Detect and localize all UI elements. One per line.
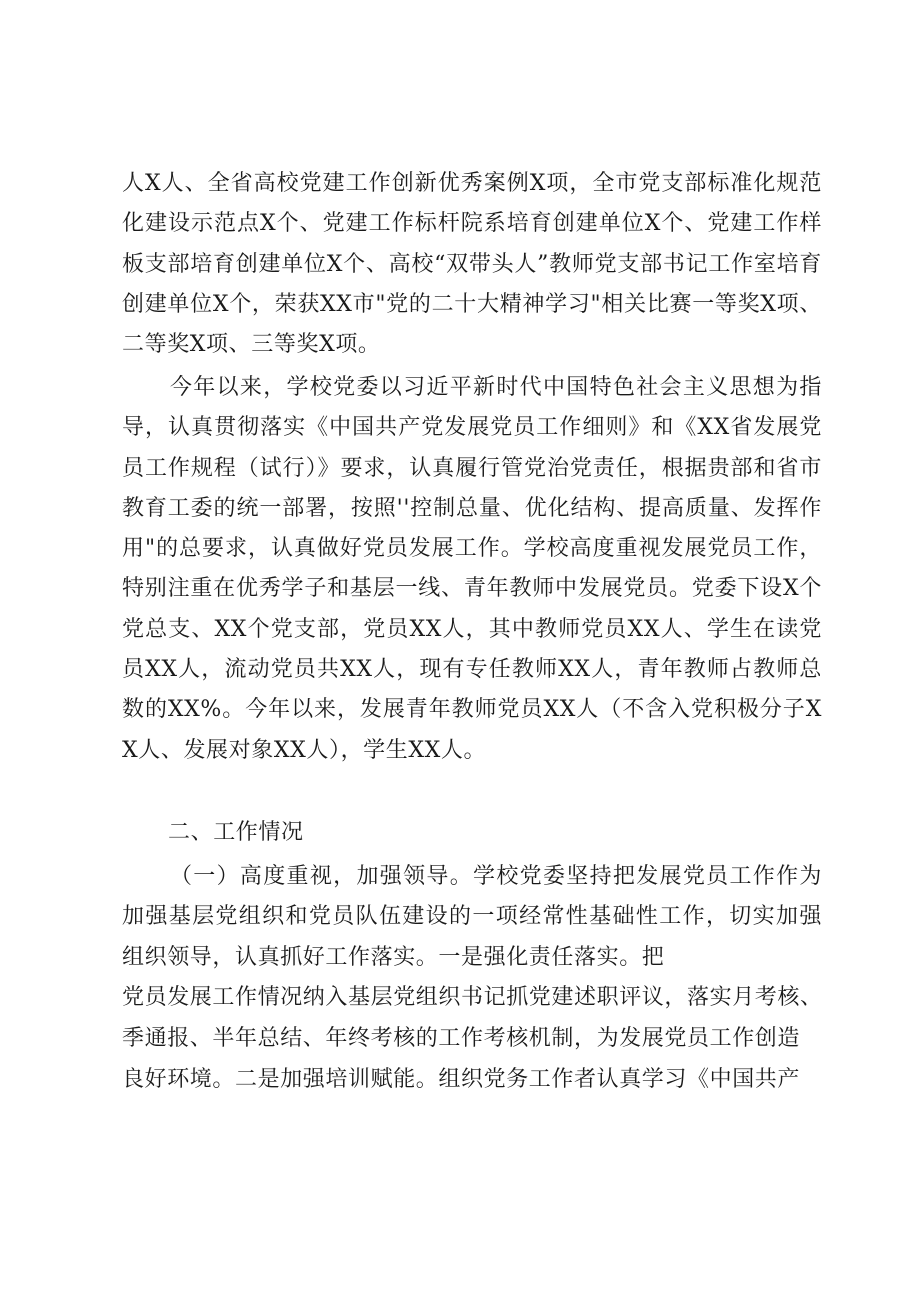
paragraph-leadership: （一）高度重视，加强领导。学校党委坚持把发展党员工作作为加强基层党组织和党员队伍建设的一项经常性基础性工作，切实加强组织领导，认真抓好工作落实。一是强化责任落实。把 [122, 864, 822, 970]
paragraph-line: 党员发展工作情况纳入基层党组织书记抓党建述职评议，落实月考核、 [122, 985, 823, 1010]
paragraph-line: 良好环境。二是加强培训赋能。组织党务工作者认真学习《中国共产 [122, 1067, 801, 1092]
paragraph-awards: 人X人、全省高校党建工作创新优秀案例X项，全市党支部标准化规范化建设示范点X个、党建工作标杆院系培育创建单位X个、党建工作样板支部培育创建单位X个、高校“双带头人”教师党支部书记工作室培育创建单位X个，荣获XX市"党的二十大精神学习"相关比赛一等奖X项、二等奖X项、三等奖X项。 [122, 171, 822, 358]
paragraph-line: 季通报、半年总结、年终考核的工作考核机制，为发展党员工作创造 [122, 1026, 801, 1051]
paragraph-overview: 今年以来，学校党委以习近平新时代中国特色社会主义思想为指导，认真贯彻落实《中国共产党发展党员工作细则》和《XX省发展党员工作规程（试行）》要求，认真履行管党治党责任，根据贵部和省市教育工委的统一部署，按照''控制总量、优化结构、提高质量、发挥作用"的总要求，认真做好党员发展工作。学校高度重视发展党员工作，特别注重在优秀学子和基层一线、青年教师中发展党员。党委下设X个党总支、XX个党支部，党员XX人，其中教师党员XX人、学生在读党员XX人，流动党员共XX人，现有专任教师XX人，青年教师占教师总数的XX%。今年以来，发展青年教师党员XX人（不含入党积极分子XX人、发展对象XX人），学生XX人。 [122, 375, 822, 763]
section-heading-work-status: 二、工作情况 [168, 820, 304, 845]
